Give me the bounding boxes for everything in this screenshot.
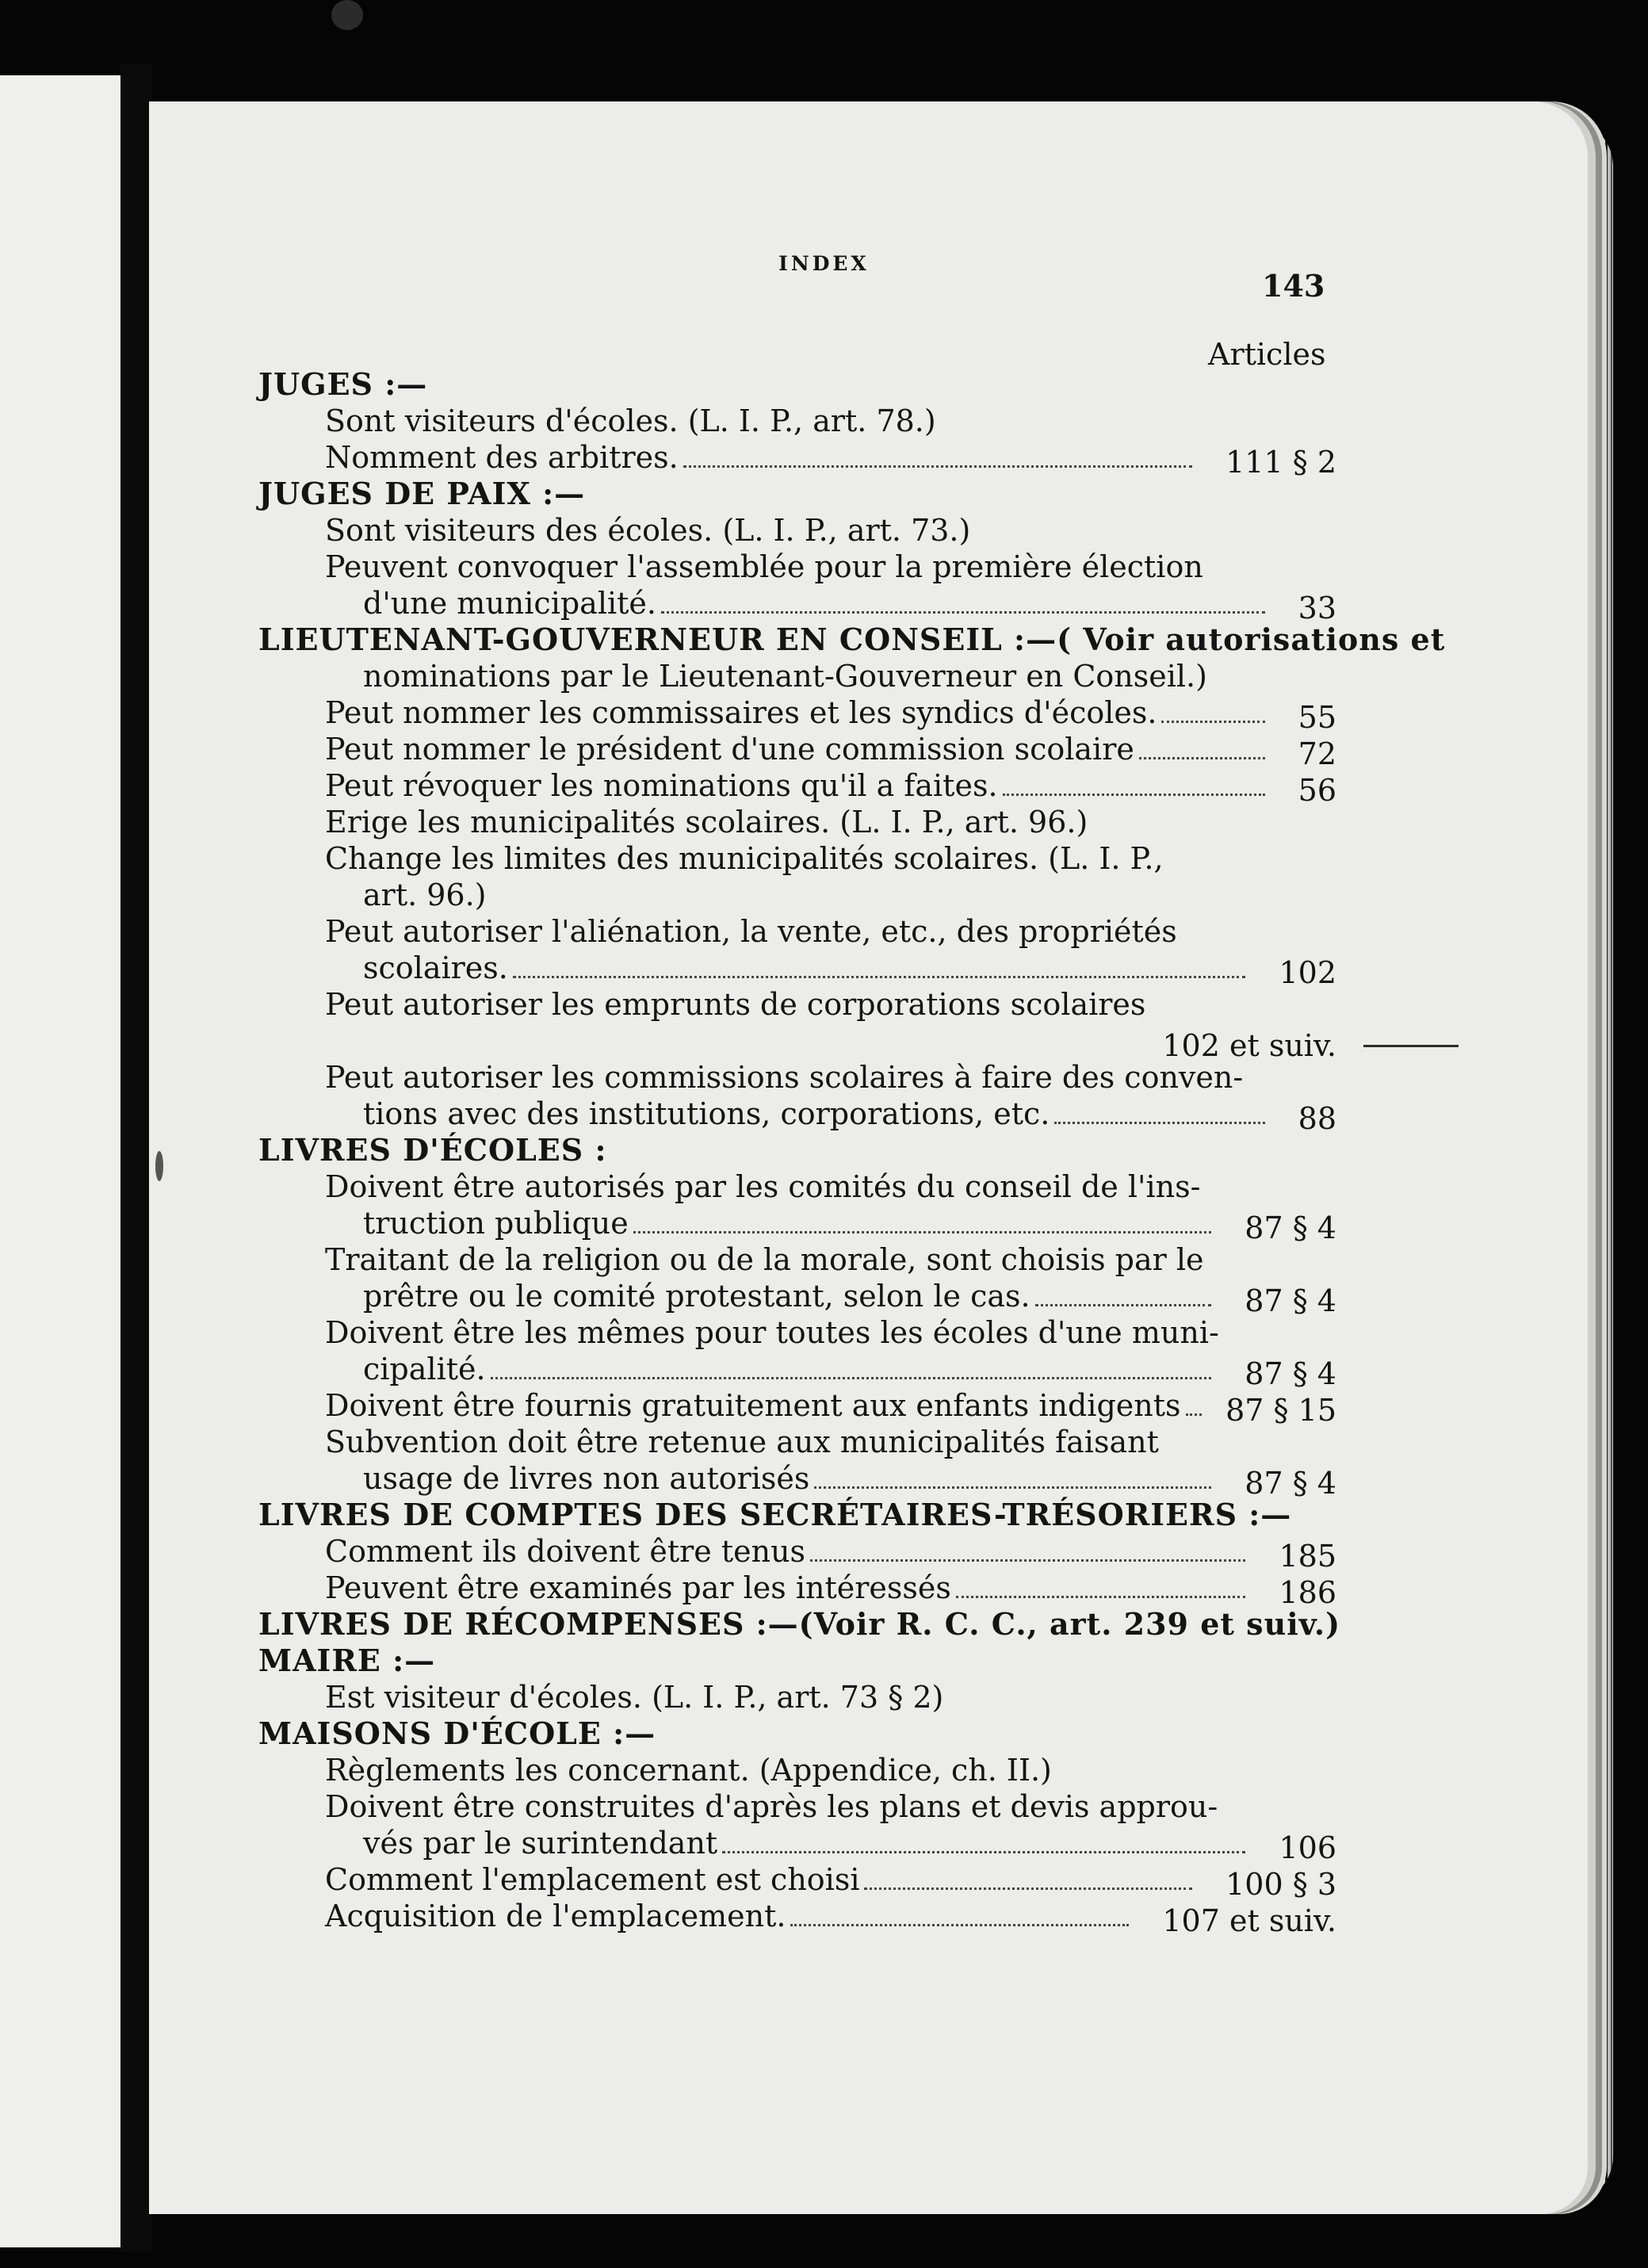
article-reference: 88	[1298, 1101, 1336, 1136]
article-reference: 106	[1279, 1830, 1336, 1865]
entry-text: usage de livres non autorisés	[363, 1461, 810, 1496]
index-entry	[252, 658, 1330, 694]
entry-text: Subvention doit être retenue aux municipalités faisant	[325, 1425, 1159, 1459]
index-entry	[252, 877, 1330, 913]
entry-text: Comment ils doivent être tenus	[325, 1534, 806, 1569]
index-entry	[252, 1788, 1330, 1825]
entry-text: Doivent être autorisés par les comités du conseil de l'ins-	[325, 1169, 1201, 1204]
facing-page	[0, 75, 120, 2247]
dot-leader	[683, 465, 1192, 468]
index-entry	[252, 1533, 1336, 1574]
index-entry	[252, 694, 1336, 735]
index-heading	[252, 476, 1330, 512]
article-reference: 185	[1279, 1539, 1336, 1574]
index-entry	[252, 1241, 1330, 1278]
entry-text: Doivent être fournis gratuitement aux enfants indigents	[325, 1388, 1181, 1423]
article-reference: 33	[1298, 591, 1336, 625]
book-gutter	[120, 63, 152, 2251]
entry-text: MAISONS D'ÉCOLE :—	[258, 1715, 656, 1751]
entry-text: LIVRES D'ÉCOLES :	[258, 1132, 607, 1168]
index-entry	[252, 1861, 1336, 1902]
index-entry	[252, 1314, 1330, 1351]
article-reference: 100 § 3	[1225, 1867, 1336, 1902]
entry-text: Sont visiteurs d'écoles. (L. I. P., art. 78.)	[325, 403, 936, 438]
entry-text: Change les limites des municipalités scolaires. (L. I. P.,	[325, 841, 1164, 876]
index-entry	[252, 1351, 1336, 1391]
entry-text: Comment l'emplacement est choisi	[325, 1862, 860, 1897]
article-reference: 102 et suiv.	[1162, 1028, 1336, 1063]
article-reference: 111 § 2	[1225, 445, 1336, 480]
article-reference: 186	[1279, 1575, 1336, 1610]
index-entry	[252, 1205, 1336, 1245]
entry-text: Peut autoriser les commissions scolaires à faire des conven-	[325, 1060, 1244, 1095]
index-entry	[252, 1679, 1330, 1715]
index-heading	[252, 1497, 1330, 1533]
index-entry	[252, 1168, 1330, 1205]
index-entry	[252, 1570, 1336, 1610]
entry-text: nominations par le Lieutenant-Gouverneur en Conseil.)	[363, 659, 1207, 694]
entry-text: JUGES :—	[258, 366, 428, 402]
article-reference: 87 § 4	[1245, 1283, 1336, 1318]
index-entry	[252, 1387, 1336, 1428]
article-reference: 56	[1298, 773, 1336, 808]
index-entry	[252, 840, 1330, 877]
dot-leader	[1054, 1122, 1265, 1124]
index-entry	[252, 731, 1336, 771]
dot-leader	[491, 1377, 1211, 1379]
index-entry	[252, 986, 1330, 1023]
article-reference: 87 § 4	[1245, 1210, 1336, 1245]
index-entry	[252, 403, 1330, 439]
index-heading	[252, 1715, 1330, 1752]
entry-text: LIVRES DE RÉCOMPENSES :—(Voir R. C. C., art. 239 et suiv.)	[258, 1606, 1341, 1642]
entry-text: LIEUTENANT-GOUVERNEUR EN CONSEIL :—( Voir autorisations et	[258, 622, 1446, 657]
article-reference: 72	[1298, 736, 1336, 771]
entry-text: Peuvent convoquer l'assemblée pour la première élection	[325, 549, 1203, 584]
dot-leader	[790, 1924, 1129, 1926]
entry-text: Sont visiteurs des écoles. (L. I. P., art. 73.)	[325, 513, 971, 548]
index-entry	[252, 512, 1330, 549]
entry-text: Peut autoriser les emprunts de corporations scolaires	[325, 987, 1146, 1022]
dot-leader	[1035, 1304, 1211, 1306]
entry-text: Erige les municipalités scolaires. (L. I. P., art. 96.)	[325, 805, 1088, 840]
dot-leader	[1139, 757, 1265, 759]
margin-mark	[1363, 1045, 1459, 1047]
dot-leader	[513, 976, 1245, 978]
dot-leader	[864, 1887, 1192, 1890]
dot-leader	[814, 1486, 1211, 1489]
page-number: 143	[1262, 268, 1325, 304]
entry-text: Peut révoquer les nominations qu'il a faites.	[325, 768, 998, 803]
dot-leader	[1003, 794, 1265, 796]
index-heading	[252, 366, 1330, 403]
article-reference: 107 et suiv.	[1162, 1903, 1336, 1938]
entry-text: Peut autoriser l'aliénation, la vente, etc., des propriétés	[325, 914, 1177, 949]
page-stain	[331, 0, 363, 30]
index-heading	[252, 1643, 1330, 1679]
entry-text: Règlements les concernant. (Appendice, ch. II.)	[325, 1753, 1052, 1788]
index-entry	[252, 1278, 1336, 1318]
running-title: INDEX	[778, 252, 870, 275]
dot-leader	[956, 1596, 1245, 1598]
column-title: Articles	[1208, 337, 1326, 372]
index-entry	[252, 913, 1330, 950]
index-entry	[252, 1096, 1336, 1136]
entry-text: tions avec des institutions, corporations, etc.	[363, 1096, 1050, 1131]
dot-leader	[633, 1231, 1211, 1233]
entry-text: art. 96.)	[363, 878, 487, 912]
article-reference: 87 § 15	[1225, 1393, 1336, 1428]
index-entries	[252, 366, 1446, 1938]
index-entry	[252, 804, 1330, 840]
index-entry	[252, 1023, 1336, 1063]
entry-text: Est visiteur d'écoles. (L. I. P., art. 73 § 2)	[325, 1680, 944, 1715]
entry-text: cipalité.	[363, 1352, 486, 1386]
index-heading	[252, 1606, 1341, 1643]
index-entry	[252, 767, 1336, 808]
index-entry	[252, 1460, 1336, 1501]
entry-text: vés par le surintendant	[363, 1826, 718, 1861]
index-entry	[252, 585, 1336, 625]
entry-text: Nomment des arbitres.	[325, 440, 679, 475]
entry-text: Peut nommer le président d'une commission scolaire	[325, 732, 1134, 767]
entry-text: Peut nommer les commissaires et les syndics d'écoles.	[325, 695, 1157, 730]
article-reference: 102	[1279, 955, 1336, 990]
dot-leader	[810, 1559, 1245, 1562]
entry-text: d'une municipalité.	[363, 586, 656, 621]
entry-text: prêtre ou le comité protestant, selon le cas.	[363, 1279, 1030, 1314]
index-entry	[252, 549, 1330, 585]
entry-text: Acquisition de l'emplacement.	[325, 1899, 786, 1933]
entry-text: Doivent être les mêmes pour toutes les écoles d'une muni-	[325, 1315, 1219, 1350]
index-entry	[252, 1424, 1330, 1460]
index-entry	[252, 1752, 1330, 1788]
dot-leader	[722, 1851, 1245, 1853]
article-reference: 87 § 4	[1245, 1466, 1336, 1501]
margin-dot	[155, 1151, 163, 1181]
index-heading	[252, 1132, 1330, 1168]
article-reference: 55	[1298, 700, 1336, 735]
entry-text: Doivent être construites d'après les plans et devis approu-	[325, 1789, 1218, 1824]
index-heading	[252, 622, 1446, 658]
entry-text: JUGES DE PAIX :—	[258, 476, 586, 511]
index-entry	[252, 1059, 1330, 1096]
dot-leader	[661, 611, 1265, 614]
index-entry	[252, 1825, 1336, 1865]
dot-leader	[1186, 1413, 1202, 1416]
article-reference: 87 § 4	[1245, 1356, 1336, 1391]
index-entry	[252, 1898, 1336, 1938]
index-entry	[252, 950, 1336, 990]
entry-text: scolaires.	[363, 950, 508, 985]
entry-text: LIVRES DE COMPTES DES SECRÉTAIRES-TRÉSORIERS :—	[258, 1497, 1292, 1532]
entry-text: Peuvent être examinés par les intéressés	[325, 1570, 951, 1605]
entry-text: truction publique	[363, 1206, 629, 1241]
dot-leader	[1161, 721, 1265, 723]
index-entry	[252, 439, 1336, 480]
entry-text: MAIRE :—	[258, 1643, 436, 1678]
entry-text: Traitant de la religion ou de la morale, sont choisis par le	[325, 1242, 1204, 1277]
